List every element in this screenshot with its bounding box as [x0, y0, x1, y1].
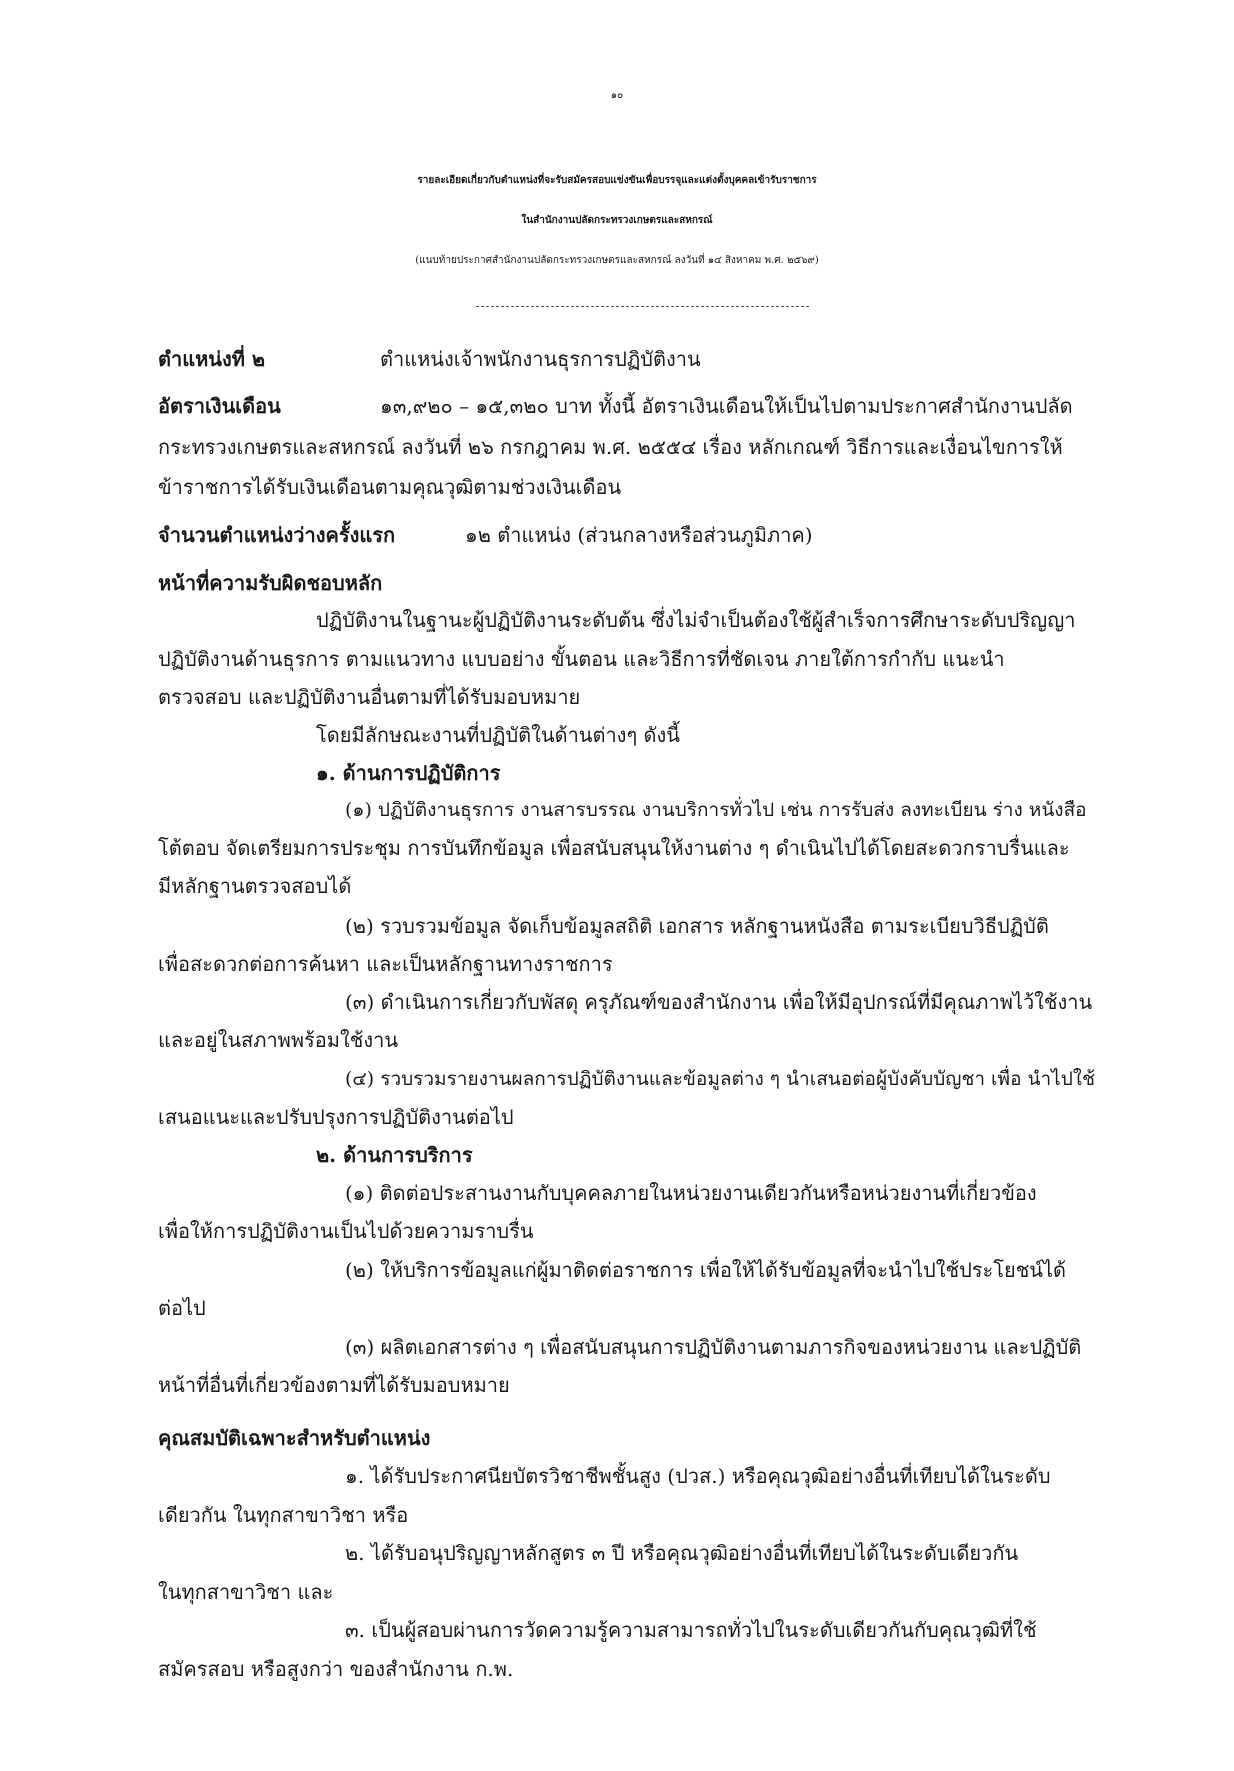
qualification-3-line-2: สมัครสอบ หรือสูงกว่า ของสำนักงาน ก.พ. [158, 1657, 514, 1681]
qualifications-heading: คุณสมบัติเฉพาะสำหรับตำแหน่ง [158, 1426, 431, 1450]
dashed-divider [476, 306, 809, 307]
duties-intro-line-1: ปฏิบัติงานในฐานะผู้ปฏิบัติงานระดับต้น ซึ่งไม่จำเป็นต้องใช้ผู้สำเร็จการศึกษาระดับปริญญา [316, 608, 1076, 632]
s2-item1-line-2: เพื่อให้การปฏิบัติงานเป็นไปด้วยความราบรื่น [158, 1219, 534, 1243]
vacancy-value: ๑๒ ตำแหน่ง (ส่วนกลางหรือส่วนภูมิภาค) [465, 523, 813, 547]
s2-item3-line-1: (๓) ผลิตเอกสารต่าง ๆ เพื่อสนับสนุนการปฏิบัติงานตามภารกิจของหน่วยงาน และปฏิบัติ [345, 1335, 1082, 1359]
duties-intro-line-3: ตรวจสอบ และปฏิบัติงานอื่นตามที่ได้รับมอบหมาย [158, 685, 581, 709]
position-label: ตำแหน่งที่ ๒ [158, 347, 266, 371]
position-value: ตำแหน่งเจ้าพนักงานธุรการปฏิบัติงาน [380, 347, 701, 371]
s1-item4-line-2: เสนอแนะและปรับปรุงการปฏิบัติงานต่อไป [158, 1105, 514, 1129]
salary-line-1: ๑๓,๙๒๐ – ๑๕,๓๒๐ บาท ทั้งนี้ อัตราเงินเดือนให้เป็นไปตามประกาศสำนักงานปลัด [380, 394, 1073, 418]
s1-item2-line-1: (๒) รวบรวมข้อมูล จัดเก็บข้อมูลสถิติ เอกสาร หลักฐานหนังสือ ตามระเบียบวิธีปฏิบัติ [345, 914, 1049, 938]
s1-item1-line-3: มีหลักฐานตรวจสอบได้ [158, 874, 352, 898]
section-1-heading: ๑. ด้านการปฏิบัติการ [316, 761, 501, 785]
s1-item3-line-2: และอยู่ในสภาพพร้อมใช้งาน [158, 1028, 398, 1052]
s2-item2-line-2: ต่อไป [158, 1296, 206, 1320]
s2-item3-line-2: หน้าที่อื่นที่เกี่ยวข้องตามที่ได้รับมอบหมาย [158, 1373, 510, 1397]
salary-label: อัตราเงินเดือน [158, 394, 281, 418]
duties-heading: หน้าที่ความรับผิดชอบหลัก [158, 571, 383, 595]
s1-item1-line-1: (๑) ปฏิบัติงานธุรการ งานสารบรรณ งานบริการทั่วไป เช่น การรับส่ง ลงทะเบียน ร่าง หนังสือ [345, 799, 1087, 821]
salary-line-2: กระทรวงเกษตรและสหกรณ์ ลงวันที่ ๒๖ กรกฎาคม พ.ศ. ๒๕๕๔ เรื่อง หลักเกณฑ์ วิธีการและเงื่อนไขการให้ [158, 435, 1063, 459]
s2-item2-line-1: (๒) ให้บริการข้อมูลแก่ผู้มาติดต่อราชการ เพื่อให้ได้รับข้อมูลที่จะนำไปใช้ประโยชน์ได้ [345, 1258, 1066, 1282]
qualification-3-line-1: ๓. เป็นผู้สอบผ่านการวัดความรู้ความสามารถทั่วไปในระดับเดียวกันกับคุณวุฒิที่ใช้ [345, 1618, 1037, 1642]
duties-intro-line-2: ปฏิบัติงานด้านธุรการ ตามแนวทาง แบบอย่าง ขั้นตอน และวิธีการที่ชัดเจน ภายใต้การกำกับ แนะนำ [158, 647, 1005, 671]
qualification-2-line-1: ๒. ได้รับอนุปริญญาหลักสูตร ๓ ปี หรือคุณวุฒิอย่างอื่นที่เทียบได้ในระดับเดียวกัน [345, 1541, 1019, 1565]
qualification-1-line-1: ๑. ได้รับประกาศนียบัตรวิชาชีพชั้นสูง (ปวส.) หรือคุณวุฒิอย่างอื่นที่เทียบได้ในระดับ [345, 1464, 1051, 1488]
qualification-1-line-2: เดียวกัน ในทุกสาขาวิชา หรือ [158, 1503, 409, 1527]
duties-intro-2: โดยมีลักษณะงานที่ปฏิบัติในด้านต่างๆ ดังนี้ [316, 723, 680, 747]
section-2-heading: ๒. ด้านการบริการ [316, 1143, 473, 1167]
document-title-line-1: รายละเอียดเกี่ยวกับตำแหน่งที่จะรับสมัครสอบแข่งขันเพื่อบรรจุและแต่งตั้งบุคคลเข้ารับราชการ [417, 175, 817, 186]
qualification-2-line-2: ในทุกสาขาวิชา และ [158, 1580, 334, 1604]
s1-item2-line-2: เพื่อสะดวกต่อการค้นหา และเป็นหลักฐานทางราชการ [158, 952, 613, 976]
s1-item1-line-2: โต้ตอบ จัดเตรียมการประชุม การบันทึกข้อมูล เพื่อสนับสนุนให้งานต่าง ๆ ดำเนินไปได้โดยสะดวกราบรื่นและ [158, 836, 1070, 860]
s1-item3-line-1: (๓) ดำเนินการเกี่ยวกับพัสดุ ครุภัณฑ์ของสำนักงาน เพื่อให้มีอุปกรณ์ที่มีคุณภาพไว้ใช้งาน [345, 990, 1093, 1014]
page-number: ๑๐ [610, 90, 624, 101]
document-subtitle: (แนบท้ายประกาศสำนักงานปลัดกระทรวงเกษตรและสหกรณ์ ลงวันที่ ๑๔ สิงหาคม พ.ศ. ๒๕๖๙) [415, 255, 819, 266]
document-title-line-2: ในสำนักงานปลัดกระทรวงเกษตรและสหกรณ์ [521, 215, 713, 226]
vacancy-label: จำนวนตำแหน่งว่างครั้งแรก [158, 523, 396, 547]
s1-item4-line-1: (๔) รวบรวมรายงานผลการปฏิบัติงานและข้อมูลต่าง ๆ นำเสนอต่อผู้บังคับบัญชา เพื่อ นำไปใช้ [345, 1068, 1095, 1090]
salary-line-3: ข้าราชการได้รับเงินเดือนตามคุณวุฒิตามช่วงเงินเดือน [158, 475, 622, 499]
s2-item1-line-1: (๑) ติดต่อประสานงานกับบุคคลภายในหน่วยงานเดียวกันหรือหน่วยงานที่เกี่ยวข้อง [345, 1181, 1037, 1205]
